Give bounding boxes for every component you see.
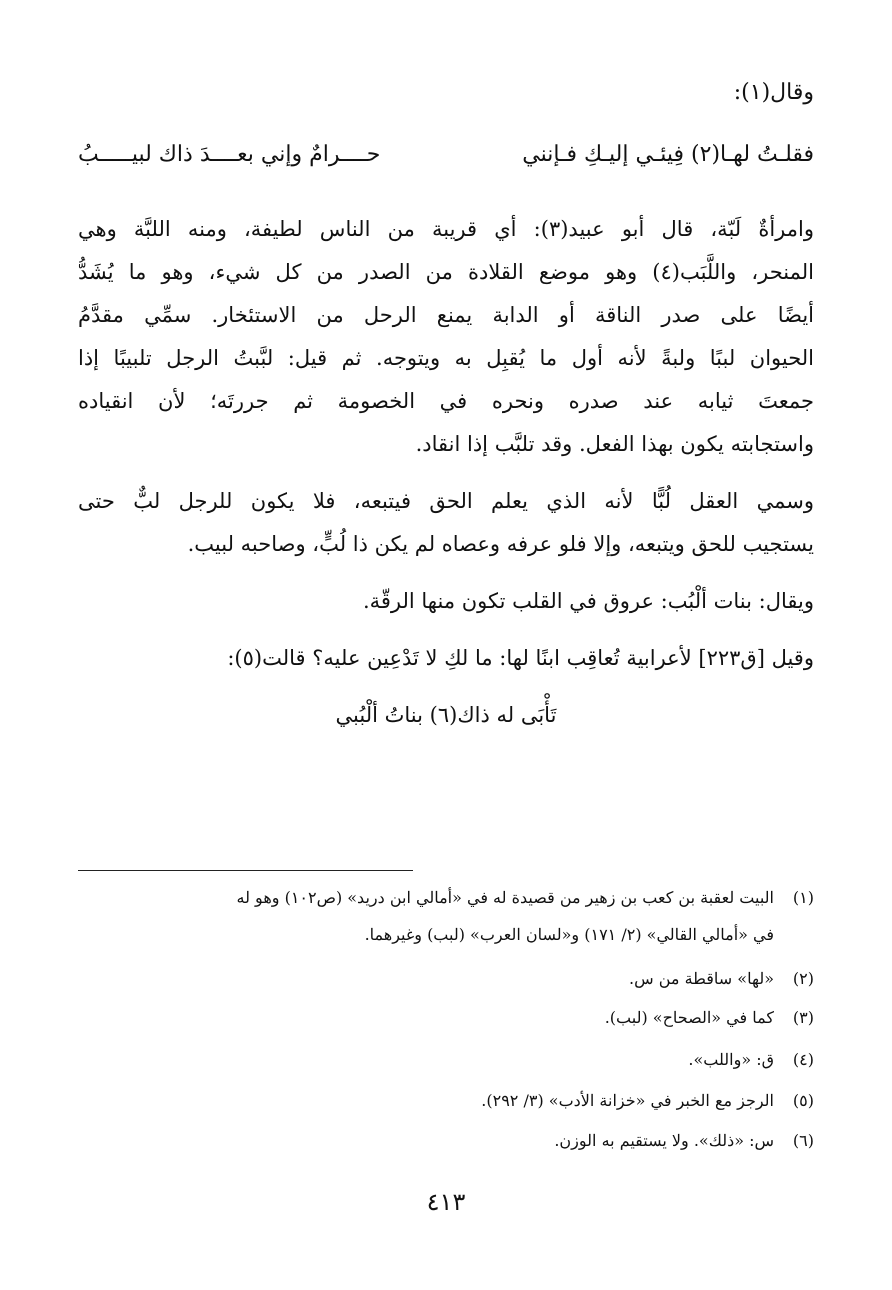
paragraph-1-line-6: واستجابته يكون بهذا الفعل. وقد تلبَّب إذا انقاد. (415, 432, 814, 456)
footnote-number: (٢) (792, 969, 814, 988)
footnote-text: الرجز مع الخبر في «خزانة الأدب» (٣/ ٢٩٢). (481, 1091, 774, 1110)
poetry-verse (78, 142, 814, 174)
paragraph-1-line-3: أيضًا على صدر الناقة أو الدابة يمنع الرحل من الاستئخار. سمِّي مقدَّمُ (78, 303, 814, 327)
paragraph-1-line-5: جمعتَ ثيابه عند صدره ونحره في الخصومة ثم جررتَه؛ لأن انقياده (78, 389, 814, 413)
verse-first-hemistich: فقلـتُ لهـا(٢) فِيئـي إليـكِ فـإنني (522, 142, 814, 167)
footnote-1 (78, 887, 814, 909)
footnote-separator (78, 870, 413, 871)
paragraph-3: ويقال: بنات ألْبُب: عروق في القلب تكون منها الرقّة. (362, 589, 814, 613)
footnote-text: «لها» ساقطة من س. (629, 969, 774, 988)
paragraph-1-line-2: المنحر، واللَّبَب(٤) وهو موضع القلادة من الصدر من كل شيء، وهو ما يُشَدُّ (78, 260, 814, 284)
footnote-2 (78, 968, 814, 990)
footnote-3 (78, 1007, 814, 1029)
footnote-text: كما في «الصحاح» (لبب). (604, 1008, 774, 1027)
page-number: ٤١٣ (426, 1188, 466, 1216)
verse-second-hemistich: حــــرامٌ وإني بعــــدَ ذاك لبيـــــبُ (78, 142, 381, 167)
paragraph-2-line-1: وسمي العقل لُبًّا لأنه الذي يعلم الحق فيتبعه، فلا يكون للرجل لبٌّ حتى (78, 489, 814, 513)
footnote-6 (78, 1130, 814, 1152)
paragraph-4: وقيل [ق٢٢٣] لأعرابية تُعاقِب ابنًا لها: ما لكِ لا تَدْعِين عليه؟ قالت(٥): (227, 646, 814, 670)
paragraph-1-line-4: الحيوان لببًا ولبةً لأنه أول ما يُقبِل به ويتوجه. ثم قيل: لبَّبتُ الرجل تلبيبًا إذا (78, 346, 814, 370)
footnote-5 (78, 1090, 814, 1112)
footnote-text: س: «ذلك». ولا يستقيم به الوزن. (554, 1131, 774, 1150)
footnote-text: ق: «واللب». (688, 1050, 774, 1069)
paragraph-2-line-2: يستجيب للحق ويتبعه، وإلا فلو عرفه وعصاه لم يكن ذا لُبٍّ، وصاحبه لبيب. (187, 532, 814, 556)
footnote-number: (٦) (792, 1131, 814, 1150)
footnote-1-continuation: في «أمالي القالي» (٢/ ١٧١) و«لسان العرب» (لبب) وغيرهما. (364, 925, 774, 944)
paragraph-1-line-1: وامرأةٌ لَبّة، قال أبو عبيد(٣): أي قريبة من الناس لطيفة، ومنه اللبَّة وهي (78, 217, 814, 241)
footnote-number: (٤) (792, 1050, 814, 1069)
intro-line: وقال(١): (733, 80, 814, 105)
footnote-number: (٥) (792, 1091, 814, 1110)
footnote-text: البيت لعقبة بن كعب بن زهير من قصيدة له في «أمالي ابن دريد» (ص١٠٢) وهو له (236, 888, 774, 907)
footnote-number: (٣) (792, 1008, 814, 1027)
footnote-number: (١) (792, 888, 814, 907)
footnote-4 (78, 1049, 814, 1071)
rajaz-line: تَأْبَى له ذاك(٦) بناتُ ألْبُبي (335, 703, 557, 727)
